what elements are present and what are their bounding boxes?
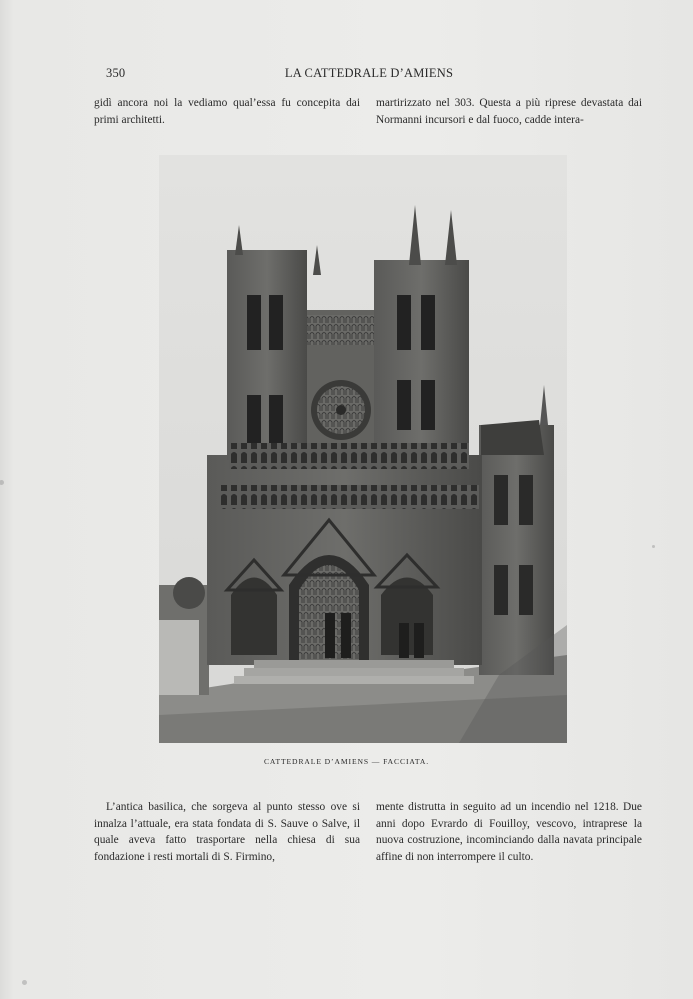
page-number: 350	[106, 66, 126, 80]
page-blemish	[0, 480, 4, 485]
bottom-right-column	[376, 799, 642, 865]
page-blemish	[652, 545, 655, 548]
running-title: LA CATTEDRALE D’AMIENS	[284, 66, 454, 80]
top-right-paragraph: martirizzato nel 303. Questa a più riprese devastata dai Normanni incursori e dal fuoco, cadde intera-	[376, 97, 642, 126]
top-left-paragraph: gidì ancora noi la vediamo qual’essa fu concepita dai primi architetti.	[94, 97, 360, 126]
figure-caption: CATTEDRALE D’AMIENS — FACCIATA.	[263, 757, 430, 766]
cathedral-photograph	[159, 155, 567, 743]
bottom-left-paragraph: L’antica basilica, che sorgeva al punto stesso ove si innalza l’attuale, era stata fondata di S. Sauve o Salve, il quale aveva fatto trasportare nella chiesa di sua fondazione i resti mortali di S. Firmino,	[94, 801, 360, 863]
top-left-column	[94, 95, 360, 128]
cathedral-facade-illustration	[159, 155, 567, 743]
top-right-column	[376, 95, 642, 128]
page-blemish	[22, 980, 27, 985]
bottom-left-column	[94, 799, 360, 865]
page-header	[94, 66, 644, 82]
bottom-right-paragraph: mente distrutta in seguito ad un incendio nel 1218. Due anni dopo Evrardo di Fouilloy, vescovo, intraprese la nuova costruzione, incominciando dalla navata principale affine di non interrompere il culto.	[376, 801, 642, 863]
